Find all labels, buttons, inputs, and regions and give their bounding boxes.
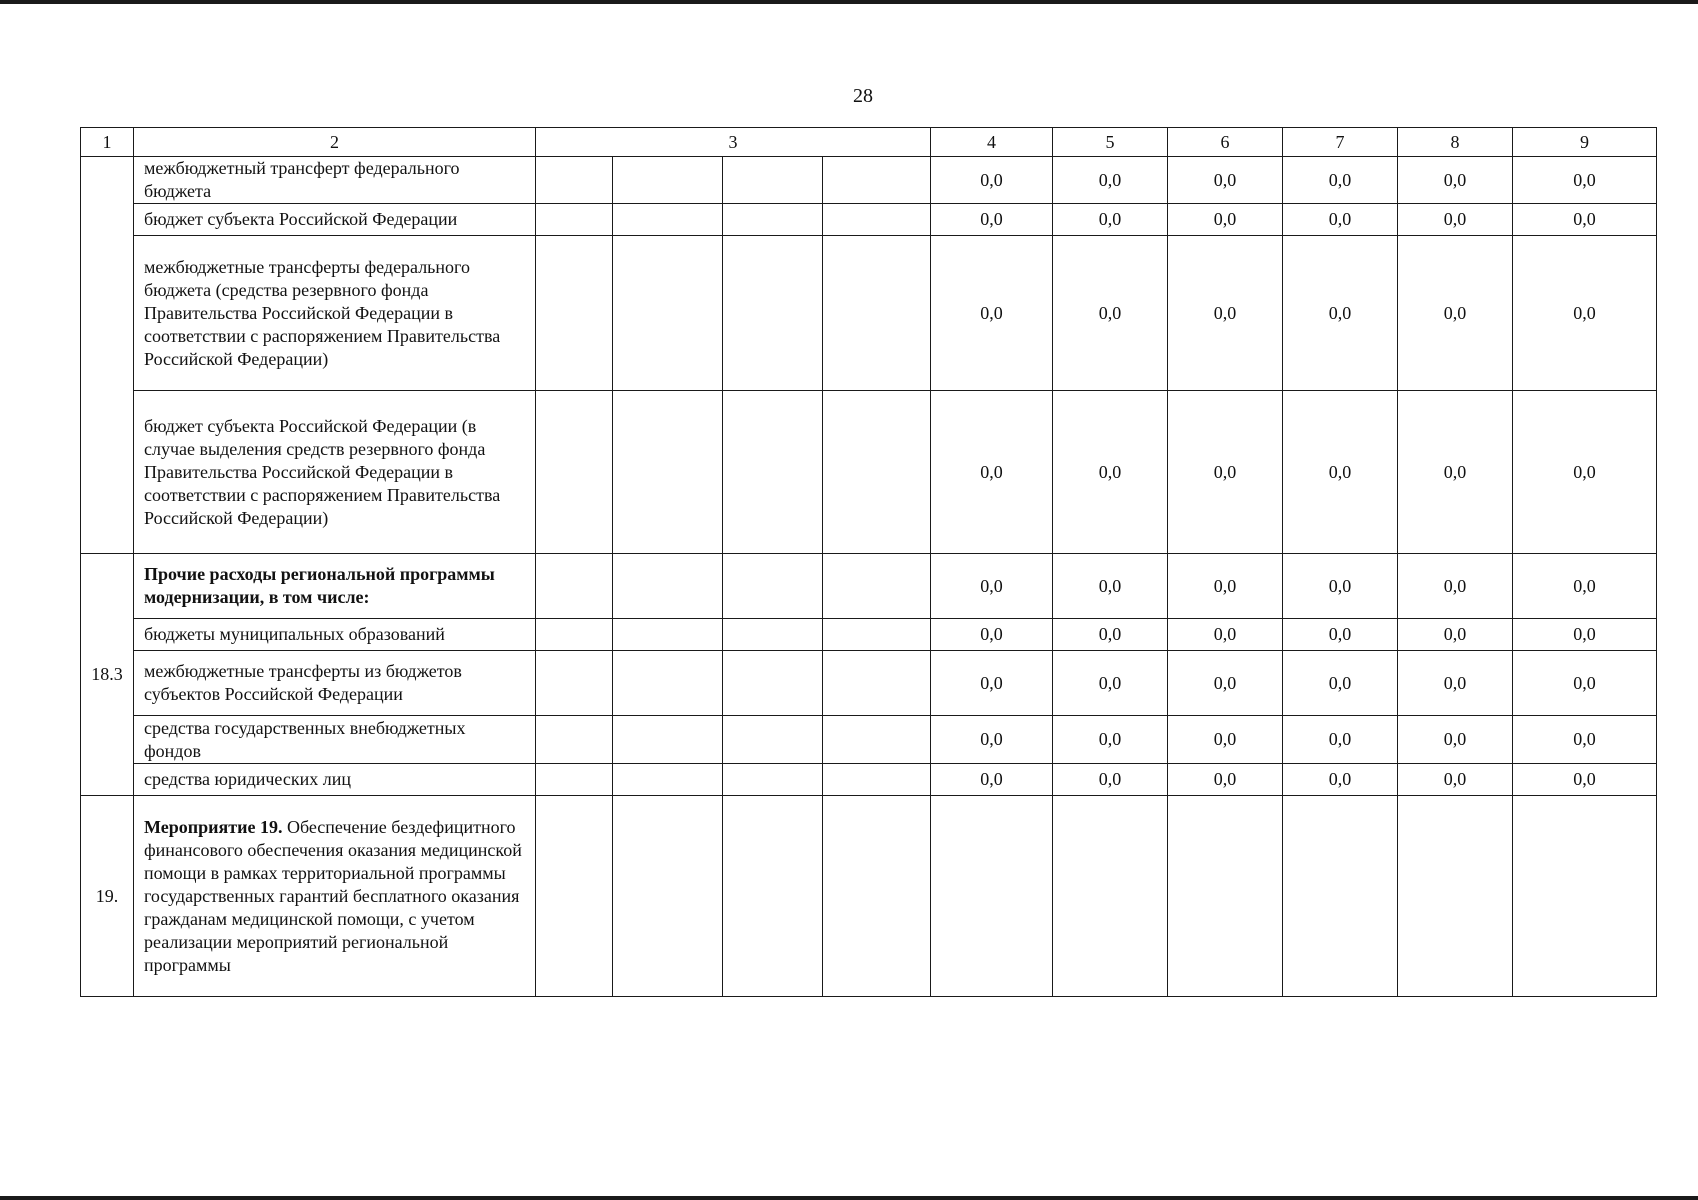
value-cell: 0,0	[931, 554, 1053, 619]
value-cell: 0,0	[1283, 391, 1398, 554]
value-cell: 0,0	[931, 391, 1053, 554]
value-cell: 0,0	[1513, 619, 1657, 651]
value-cell: 0,0	[1053, 619, 1168, 651]
table-row	[81, 716, 1657, 764]
value-cell: 0,0	[1283, 157, 1398, 204]
table-row	[81, 651, 1657, 716]
header-col-5: 5	[1053, 128, 1168, 157]
value-cell: 0,0	[931, 619, 1053, 651]
table-row	[81, 236, 1657, 391]
value-cell: 0,0	[1283, 554, 1398, 619]
header-row	[81, 128, 1657, 157]
activity-title: Мероприятие 19.	[144, 816, 283, 837]
row-description: межбюджетные трансферты федерального бюджета (средства резервного фонда Правительства Российской Федерации в соответствии с распоряжением Правительства Российской Федерации)	[134, 236, 536, 391]
value-cell: 0,0	[1053, 157, 1168, 204]
header-col-7: 7	[1283, 128, 1398, 157]
value-cell: 0,0	[1398, 716, 1513, 764]
header-col-6: 6	[1168, 128, 1283, 157]
value-cell: 0,0	[931, 716, 1053, 764]
header-col-2: 2	[134, 128, 536, 157]
value-cell: 0,0	[931, 157, 1053, 204]
row-description: Прочие расходы региональной программы модернизации, в том числе:	[134, 554, 536, 619]
value-cell: 0,0	[1513, 716, 1657, 764]
header-col-3: 3	[536, 128, 931, 157]
row-description: межбюджетные трансферты из бюджетов субъектов Российской Федерации	[134, 651, 536, 716]
value-cell: 0,0	[931, 764, 1053, 796]
row-number: 19.	[81, 796, 134, 997]
value-cell: 0,0	[1168, 204, 1283, 236]
value-cell: 0,0	[931, 651, 1053, 716]
row-number: 18.3	[81, 554, 134, 796]
row-description	[134, 796, 536, 997]
value-cell: 0,0	[1168, 554, 1283, 619]
row-number-empty	[81, 157, 134, 554]
row-description: бюджет субъекта Российской Федерации (в случае выделения средств резервного фонда Правительства Российской Федерации в соответствии с распоряжением Правительства Российской Федерации)	[134, 391, 536, 554]
table-row	[81, 764, 1657, 796]
value-cell: 0,0	[1513, 651, 1657, 716]
value-cell: 0,0	[1283, 236, 1398, 391]
row-description: бюджет субъекта Российской Федерации	[134, 204, 536, 236]
value-cell: 0,0	[1398, 554, 1513, 619]
table-row	[81, 619, 1657, 651]
value-cell: 0,0	[1053, 716, 1168, 764]
value-cell: 0,0	[1168, 764, 1283, 796]
value-cell: 0,0	[1168, 157, 1283, 204]
table-row	[81, 796, 1657, 997]
value-cell: 0,0	[1398, 619, 1513, 651]
value-cell: 0,0	[1168, 391, 1283, 554]
value-cell: 0,0	[1168, 236, 1283, 391]
value-cell: 0,0	[1398, 157, 1513, 204]
value-cell: 0,0	[1168, 651, 1283, 716]
value-cell: 0,0	[1053, 651, 1168, 716]
table-row	[81, 554, 1657, 619]
row-description: бюджеты муниципальных образований	[134, 619, 536, 651]
value-cell: 0,0	[1053, 204, 1168, 236]
value-cell: 0,0	[1513, 391, 1657, 554]
row-description: средства юридических лиц	[134, 764, 536, 796]
value-cell: 0,0	[1513, 554, 1657, 619]
table-row	[81, 204, 1657, 236]
value-cell: 0,0	[1283, 651, 1398, 716]
table-row	[81, 157, 1657, 204]
table-row	[81, 391, 1657, 554]
row-description: средства государственных внебюджетных фондов	[134, 716, 536, 764]
page-number: 28	[853, 85, 873, 107]
header-col-1: 1	[81, 128, 134, 157]
value-cell: 0,0	[1053, 391, 1168, 554]
activity-description: Обеспечение бездефицитного финансового обеспечения оказания медицинской помощи в рамках территориальной программы государственных гарантий бесплатного оказания гражданам медицинской помощи, с учетом реализации мероприятий региональной программы	[144, 816, 522, 975]
value-cell: 0,0	[1283, 204, 1398, 236]
value-cell: 0,0	[1053, 236, 1168, 391]
value-cell: 0,0	[1283, 619, 1398, 651]
value-cell: 0,0	[1168, 716, 1283, 764]
value-cell: 0,0	[1398, 391, 1513, 554]
top-scan-border	[0, 0, 1698, 4]
row-description: межбюджетный трансферт федерального бюджета	[134, 157, 536, 204]
value-cell: 0,0	[1398, 651, 1513, 716]
value-cell: 0,0	[1053, 554, 1168, 619]
value-cell: 0,0	[1283, 716, 1398, 764]
value-cell: 0,0	[1283, 764, 1398, 796]
value-cell: 0,0	[1168, 619, 1283, 651]
value-cell: 0,0	[1053, 764, 1168, 796]
value-cell: 0,0	[1398, 764, 1513, 796]
budget-table	[80, 127, 1657, 997]
value-cell: 0,0	[1513, 764, 1657, 796]
value-cell: 0,0	[1398, 236, 1513, 391]
value-cell: 0,0	[1513, 236, 1657, 391]
value-cell: 0,0	[931, 204, 1053, 236]
value-cell: 0,0	[931, 236, 1053, 391]
value-cell: 0,0	[1513, 204, 1657, 236]
value-cell: 0,0	[1398, 204, 1513, 236]
header-col-9: 9	[1513, 128, 1657, 157]
header-col-8: 8	[1398, 128, 1513, 157]
header-col-4: 4	[931, 128, 1053, 157]
value-cell: 0,0	[1513, 157, 1657, 204]
bottom-scan-border	[0, 1196, 1698, 1200]
